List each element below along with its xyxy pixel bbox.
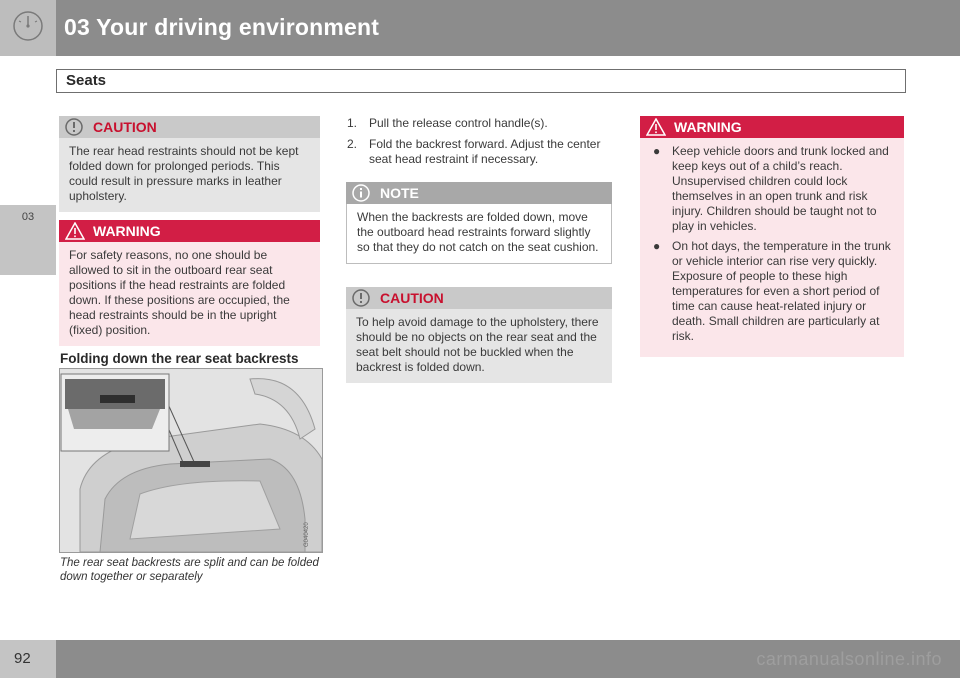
chapter-number: 03 [21, 211, 35, 223]
list-item [650, 239, 894, 344]
exclamation-circle-icon [65, 118, 83, 136]
warning-triangle-icon [646, 118, 666, 136]
bullet-icon: ● [653, 144, 661, 158]
warning-box-children [640, 116, 904, 357]
watermark-text: carmanualsonline.info [756, 649, 942, 669]
caution-header [346, 287, 612, 309]
note-header [346, 182, 612, 204]
note-box-headrests [346, 182, 612, 264]
warning-triangle-icon [65, 222, 85, 240]
step-text: Pull the release control handle(s). [369, 116, 548, 130]
caution-text: To help avoid damage to the upholstery, there should be no objects on the rear seat and the seat belt should not be buckled when the backrest is folded down. [346, 309, 612, 383]
chapter-side-tab [0, 205, 56, 275]
step-number: 1. [347, 116, 358, 130]
gauge-icon [12, 10, 44, 42]
warning-text: For safety reasons, no one should be allowed to sit in the outboard rear seat positions if the head restraints are folded down. If these positions are occupied, the head restraints should be in the upright (fixed) position. [59, 242, 320, 346]
footer-page-tab [0, 640, 56, 678]
caution-label: CAUTION [93, 119, 157, 135]
figure-code: G040420 [304, 522, 310, 547]
caution-box-upholstery [346, 287, 612, 383]
warning-box-outboard-seats [59, 220, 320, 346]
step-text: Fold the backrest forward. Adjust the center seat head restraint if necessary. [369, 137, 601, 166]
caution-header [59, 116, 320, 138]
figure-caption: The rear seat backrests are split and can be folded down together or separately [60, 557, 319, 583]
info-circle-icon [352, 184, 370, 202]
warning-label: WARNING [93, 223, 161, 239]
bullet-icon: ● [653, 239, 661, 253]
section-title: Seats [66, 72, 107, 89]
header-tab [0, 0, 56, 56]
note-text: When the backrests are folded down, move the outboard head restraints forward slightly so that they do not catch on the seat cushion. [346, 204, 612, 264]
warning-body [640, 138, 904, 357]
bullet-text: Keep vehicle doors and trunk locked and keep keys out of a child’s reach. Unsupervised children could lock themselves in an open trunk and risk injury. Children should be taught not to play in vehicles. [672, 144, 889, 233]
page-number: 92 [14, 650, 31, 667]
warning-header [640, 116, 904, 138]
warning-bullets [650, 144, 894, 344]
trunk-illustration [59, 368, 323, 553]
list-item [347, 116, 615, 131]
trunk-drawing [60, 369, 322, 552]
step-number: 2. [347, 137, 358, 151]
list-item [347, 137, 615, 167]
caution-box-headrests [59, 116, 320, 212]
list-item [650, 144, 894, 234]
footer-bar [56, 640, 960, 678]
steps-list [347, 116, 615, 173]
section-bar [56, 69, 906, 93]
bullet-text: On hot days, the temperature in the trunk or vehicle interior can rise very quickly. Exposure of people to these high temperatures for even a short period of time can cause heat-related injury or death. Small children are particularly at risk. [672, 239, 891, 343]
warning-label: WARNING [674, 119, 742, 135]
warning-header [59, 220, 320, 242]
page-title: 03 Your driving environment [64, 14, 380, 40]
page-header [0, 0, 960, 56]
subheading-folding-backrests: Folding down the rear seat backrests [60, 351, 299, 366]
exclamation-circle-icon [352, 289, 370, 307]
caution-text: The rear head restraints should not be kept folded down for prolonged periods. This could result in pressure marks in leather upholstery. [59, 138, 320, 212]
note-label: NOTE [380, 185, 419, 201]
caution-label: CAUTION [380, 290, 444, 306]
